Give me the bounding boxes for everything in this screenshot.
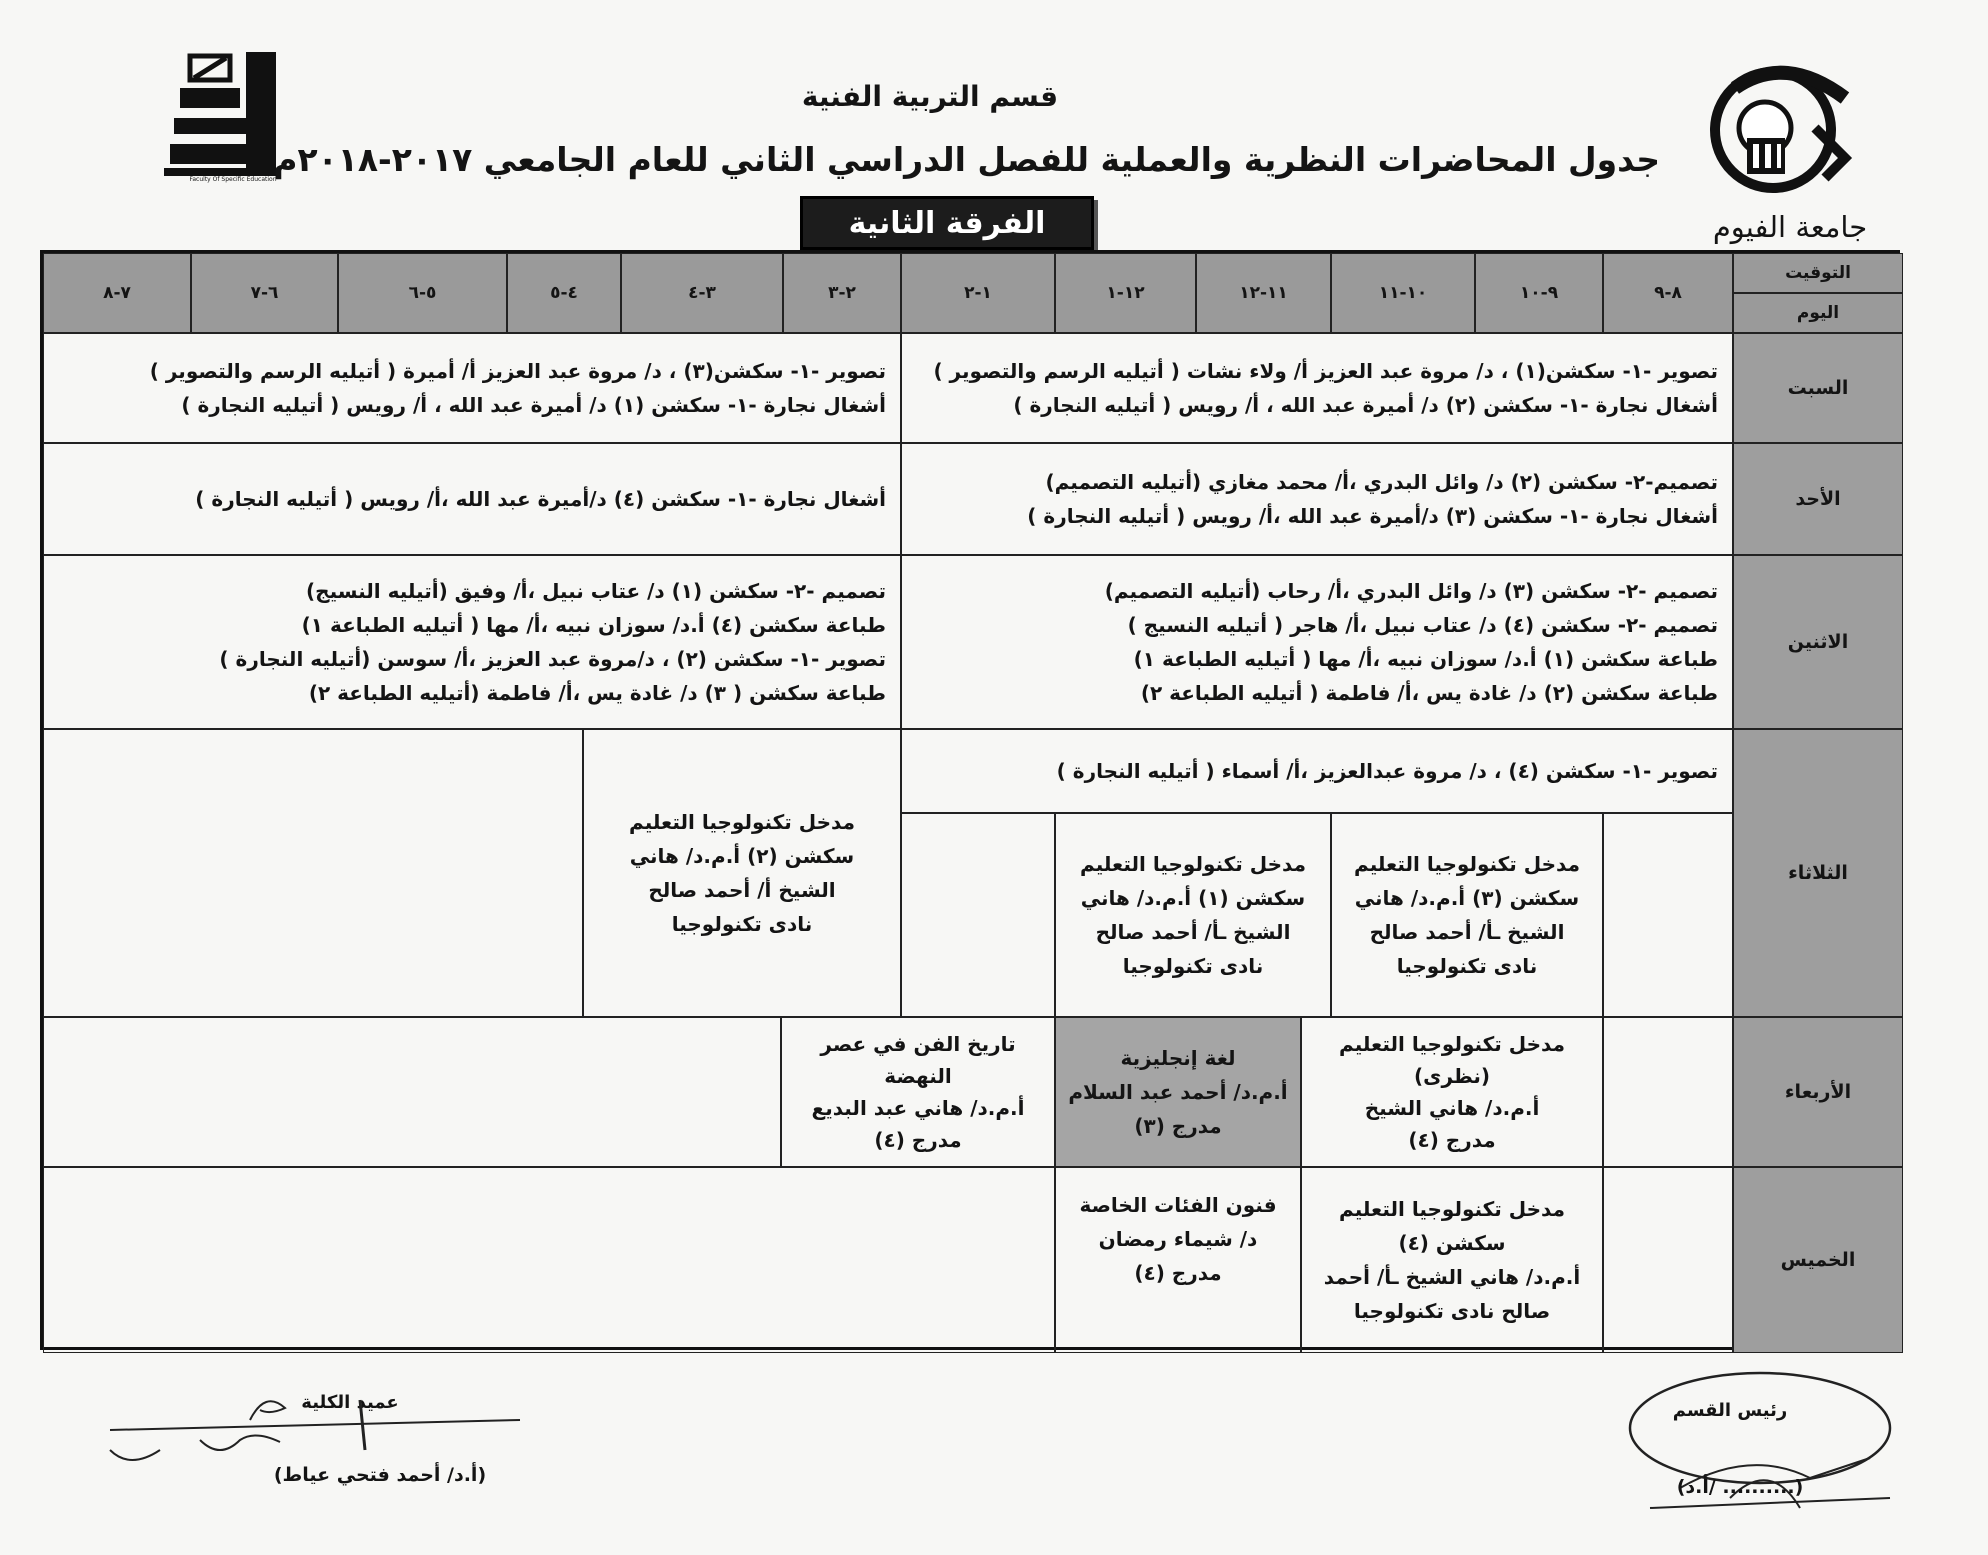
empty-cell (901, 813, 1055, 1017)
lecture-line: أشغال نجارة -١- سكشن (٤) د/أميرة عبد الله ،أ/ رويس ( أتيليه النجارة ) (195, 487, 886, 511)
monday-afternoon-cell (43, 555, 901, 729)
day-thursday: الخميس (1733, 1167, 1903, 1353)
lecture-line: تصميم -٢- سكشن (١) د/ عتاب نبيل ،أ/ وفيق (أتيليه النسيج) (306, 579, 886, 603)
lecture-line: مدرج (٤) (874, 1128, 962, 1152)
sunday-afternoon-cell (43, 443, 901, 555)
lecture-line: أشغال نجارة -١- سكشن (٢) د/ أميرة عبد الله ، أ/ رويس ( أتيليه النجارة ) (1013, 393, 1718, 417)
lecture-line: مدخل تكنولوجيا التعليم (1339, 1032, 1565, 1056)
lecture-line: تصوير -١- سكشن(٣) ، د/ مروة عبد العزيز أ/ أميرة ( أتيليه الرسم والتصوير ) (149, 359, 886, 383)
wednesday-art-history-lecture (781, 1017, 1055, 1167)
monday-morning-cell (901, 555, 1733, 729)
empty-cell (43, 729, 583, 1017)
slot-header: ٥-٦ (338, 253, 507, 333)
lecture-line: الشيخ ـأ/ أحمد صالح (1095, 920, 1291, 944)
lecture-line: تصميم-٢- سكشن (٢) د/ وائل البدري ،أ/ محمد مغازي (أتيليه التصميم) (1045, 470, 1718, 494)
tuesday-tech-section-1 (1055, 813, 1331, 1017)
lecture-line: طباعة سكشن (٢) د/ غادة يس ،أ/ فاطمة ( أتيليه الطباعة ٢) (1140, 681, 1718, 705)
day-tuesday: الثلاثاء (1733, 729, 1903, 1017)
lecture-line: مدرج (٣) (1134, 1114, 1222, 1138)
day-wednesday: الأربعاء (1733, 1017, 1903, 1167)
lecture-line: أشغال نجارة -١- سكشن (١) د/ أميرة عبد الله ، أ/ رويس ( أتيليه النجارة ) (181, 393, 886, 417)
empty-cell (43, 1017, 781, 1167)
lecture-line: مدرج (٤) (1134, 1261, 1222, 1285)
dean-signature (90, 1380, 550, 1470)
empty-cell (43, 1167, 1055, 1353)
lecture-line: أ.م.د/ أحمد عبد السلام (1068, 1080, 1288, 1104)
lecture-line: د/ شيماء رمضان (1098, 1227, 1258, 1251)
tuesday-top-cell (901, 729, 1733, 813)
wednesday-english-lecture (1055, 1017, 1301, 1167)
dean-name: (أ.د/ أحمد فتحي عياط) (273, 1464, 487, 1486)
tuesday-tech-section-3 (1331, 813, 1603, 1017)
day-sunday: الأحد (1733, 443, 1903, 555)
page-title: جدول المحاضرات النظرية والعملية للفصل الدراسي الثاني للعام الجامعي ٢٠١٧-٢٠١٨م (273, 140, 1660, 179)
saturday-morning-cell (901, 333, 1733, 443)
day-label: اليوم (1733, 293, 1903, 333)
schedule-table (40, 250, 1900, 1350)
lecture-line: تصوير -١- سكشن (٤) ، د/ مروة عبدالعزيز ،أ/ أسماء ( أتيليه النجارة ) (1056, 759, 1718, 783)
lecture-line: (نظرى) (1413, 1064, 1491, 1088)
lecture-line: مدخل تكنولوجيا التعليم (629, 810, 855, 834)
lecture-line: صالح نادى تكنولوجيا (1353, 1299, 1551, 1323)
slot-header: ٧-٨ (43, 253, 191, 333)
grade-badge: الفرقة الثانية (800, 196, 1094, 250)
lecture-line: الشيخ ـأ/ أحمد صالح (1369, 920, 1565, 944)
head-name: (أ.د/ ..........) (1676, 1476, 1804, 1498)
lecture-line: أشغال نجارة -١- سكشن (٣) د/أميرة عبد الله ،أ/ رويس ( أتيليه النجارة ) (1027, 504, 1718, 528)
lecture-line: تصوير -١- سكشن (٢) ، د/مروة عبد العزيز ،أ/ سوسن (أتيليه النجارة ) (219, 647, 886, 671)
slot-header: ٣-٤ (621, 253, 783, 333)
lecture-line: أ.م.د/ هاني الشيخ (1364, 1096, 1540, 1120)
lecture-line: سكشن (٢) أ.م.د/ هاني (629, 844, 855, 868)
lecture-line: طباعة سكشن ( ٣) د/ غادة يس ،أ/ فاطمة (أتيليه الطباعة ٢) (308, 681, 886, 705)
sunday-morning-cell (901, 443, 1733, 555)
faculty-logo (160, 48, 290, 196)
lecture-line: النهضة (884, 1064, 952, 1088)
lecture-line: أ.م.د/ هاني الشيخ ـأ/ أحمد (1323, 1265, 1581, 1289)
slot-header: ٨-٩ (1603, 253, 1733, 333)
department-name: قسم التربية الفنية (801, 80, 1059, 113)
lecture-line: أ.م.د/ هاني عبد البديع (811, 1096, 1025, 1120)
day-saturday: السبت (1733, 333, 1903, 443)
empty-cell (1603, 813, 1733, 1017)
lecture-line: نادى تكنولوجيا (1396, 954, 1538, 978)
lecture-line: نادى تكنولوجيا (671, 912, 813, 936)
thursday-tech-section-4 (1301, 1167, 1603, 1353)
slot-header: ١٠-١١ (1331, 253, 1475, 333)
slot-header: ١١-١٢ (1196, 253, 1331, 333)
lecture-line: تصميم -٢- سكشن (٣) د/ وائل البدري ،أ/ رحاب (أتيليه التصميم) (1104, 579, 1718, 603)
lecture-line: تصميم -٢- سكشن (٤) د/ عتاب نبيل ،أ/ هاجر ( أتيليه النسيج ) (1127, 613, 1718, 637)
lecture-line: فنون الفئات الخاصة (1079, 1193, 1277, 1217)
slot-header: ١٢-١ (1055, 253, 1196, 333)
thursday-special-arts-lecture (1055, 1167, 1301, 1353)
tuesday-tech-section-2 (583, 729, 901, 1017)
lecture-line: تصوير -١- سكشن(١) ، د/ مروة عبد العزيز أ/ ولاء نشات ( أتيليه الرسم والتصوير ) (933, 359, 1718, 383)
lecture-line: تاريخ الفن في عصر (820, 1032, 1016, 1056)
lecture-line: سكشن (٣) أ.م.د/ هاني (1354, 886, 1580, 910)
slot-header: ٦-٧ (191, 253, 338, 333)
slot-header: ٤-٥ (507, 253, 621, 333)
university-logo (1695, 58, 1860, 198)
time-label: التوقيت (1733, 253, 1903, 293)
lecture-line: مدخل تكنولوجيا التعليم (1080, 852, 1306, 876)
slot-header: ٢-٣ (783, 253, 901, 333)
lecture-line: طباعة سكشن (٤) أ.د/ سوزان نبيه ،أ/ مها ( أتيليه الطباعة ١) (301, 613, 886, 637)
lecture-line: نادى تكنولوجيا (1122, 954, 1264, 978)
empty-cell (1603, 1017, 1733, 1167)
lecture-line: سكشن (٤) (1398, 1231, 1506, 1255)
slot-header: ١-٢ (901, 253, 1055, 333)
wednesday-tech-lecture (1301, 1017, 1603, 1167)
lecture-line: مدخل تكنولوجيا التعليم (1339, 1197, 1565, 1221)
slot-header: ٩-١٠ (1475, 253, 1603, 333)
head-title: رئيس القسم (1672, 1400, 1788, 1421)
dean-title: عميد الكلية (301, 1392, 399, 1413)
university-name: جامعة الفيوم (1712, 210, 1868, 244)
day-monday: الاثنين (1733, 555, 1903, 729)
lecture-line: مدرج (٤) (1408, 1128, 1496, 1152)
lecture-line: لغة إنجليزية (1120, 1046, 1236, 1070)
lecture-line: سكشن (١) أ.م.د/ هاني (1080, 886, 1306, 910)
empty-cell (1603, 1167, 1733, 1353)
lecture-line: طباعة سكشن (١) أ.د/ سوزان نبيه ،أ/ مها ( أتيليه الطباعة ١) (1133, 647, 1718, 671)
saturday-afternoon-cell (43, 333, 901, 443)
faculty-caption: Faculty Of Specific Education (189, 176, 277, 183)
lecture-line: مدخل تكنولوجيا التعليم (1354, 852, 1580, 876)
lecture-line: الشيخ أ/ أحمد صالح (648, 878, 836, 902)
